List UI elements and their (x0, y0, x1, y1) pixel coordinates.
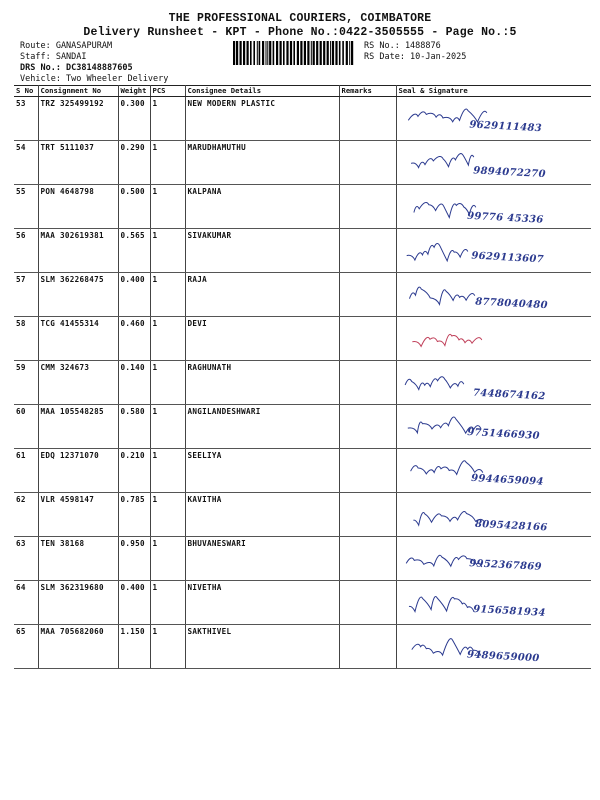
consignment-number: TRZ 325499192 (38, 97, 118, 141)
consignment-number: VLR 4598147 (38, 493, 118, 537)
barcode-bar (300, 41, 302, 65)
table-row (14, 581, 591, 625)
serial-number: 64 (14, 581, 38, 625)
table-row (14, 97, 591, 141)
serial-number: 60 (14, 405, 38, 449)
drs-number: DRS No.: DC38148887605 (20, 63, 133, 73)
consignment-number: TCG 41455314 (38, 317, 118, 361)
barcode-bar (313, 41, 315, 65)
consignee-name: NEW MODERN PLASTIC (185, 97, 339, 141)
weight-value: 0.500 (118, 185, 150, 229)
signature-cell (396, 537, 591, 581)
serial-number: 53 (14, 97, 38, 141)
signature-cell (396, 229, 591, 273)
barcode-bar (342, 41, 344, 65)
pieces-count: 1 (150, 229, 185, 273)
col-signature: Seal & Signature (396, 86, 591, 97)
handwritten-signature (397, 97, 592, 138)
consignment-number: TRT 5111037 (38, 141, 118, 185)
table-row (14, 185, 591, 229)
barcode-bar (297, 41, 299, 65)
serial-number: 55 (14, 185, 38, 229)
handwritten-signature (397, 581, 592, 622)
consignment-number: MAA 302619381 (38, 229, 118, 273)
handwritten-signature (397, 493, 592, 534)
table-row (14, 449, 591, 493)
consignee-name: RAGHUNATH (185, 361, 339, 405)
signature-cell (396, 493, 591, 537)
signature-cell (396, 185, 591, 229)
remarks-cell (339, 185, 396, 229)
barcode-bar (290, 41, 292, 65)
pieces-count: 1 (150, 361, 185, 405)
signature-stroke (412, 334, 482, 346)
barcode-bar (262, 41, 264, 65)
barcode-bar (346, 41, 348, 65)
serial-number: 58 (14, 317, 38, 361)
barcode-bar (335, 41, 337, 65)
company-title: THE PROFESSIONAL COURIERS, COIMBATORE (168, 12, 432, 25)
handwritten-phone: 9629113607 (470, 250, 544, 266)
signature-stroke (409, 287, 474, 304)
weight-value: 0.580 (118, 405, 150, 449)
signature-stroke (409, 596, 474, 611)
remarks-cell (339, 273, 396, 317)
barcode-bar (243, 41, 245, 65)
signature-cell (396, 449, 591, 493)
handwritten-signature (397, 537, 592, 578)
col-consignment: Consignment No (38, 86, 118, 97)
consignee-name: MARUDHAMUTHU (185, 141, 339, 185)
consignment-number: SLM 362268475 (38, 273, 118, 317)
barcode-bar (351, 41, 353, 65)
staff-label: Staff: SANDAI (20, 52, 87, 62)
pieces-count: 1 (150, 141, 185, 185)
pieces-count: 1 (150, 625, 185, 669)
handwritten-phone: 9894072270 (472, 165, 546, 181)
col-remarks: Remarks (339, 86, 396, 97)
remarks-cell (339, 625, 396, 669)
table-row (14, 317, 591, 361)
serial-number: 62 (14, 493, 38, 537)
pieces-count: 1 (150, 97, 185, 141)
table-header-row (14, 86, 591, 97)
barcode-bar (273, 41, 275, 65)
consignment-number: MAA 705682060 (38, 625, 118, 669)
serial-number: 54 (14, 141, 38, 185)
weight-value: 0.400 (118, 273, 150, 317)
handwritten-phone: 7448674162 (472, 387, 546, 402)
consignee-name: KALPANA (185, 185, 339, 229)
remarks-cell (339, 361, 396, 405)
remarks-cell (339, 405, 396, 449)
barcode-bar (269, 41, 271, 65)
signature-cell (396, 405, 591, 449)
serial-number: 61 (14, 449, 38, 493)
rs-date: RS Date: 10-Jan-2025 (364, 52, 467, 62)
pieces-count: 1 (150, 185, 185, 229)
consignee-name: DEVI (185, 317, 339, 361)
table-row (14, 625, 591, 669)
remarks-cell (339, 581, 396, 625)
weight-value: 0.290 (118, 141, 150, 185)
handwritten-signature (397, 317, 592, 358)
handwritten-signature (397, 185, 592, 226)
consignee-name: RAJA (185, 273, 339, 317)
signature-cell (396, 317, 591, 361)
serial-number: 56 (14, 229, 38, 273)
barcode-bar (250, 41, 252, 65)
handwritten-phone: 8778040480 (474, 296, 548, 312)
remarks-cell (339, 317, 396, 361)
weight-value: 0.785 (118, 493, 150, 537)
barcode-bar (286, 41, 288, 65)
barcode-bar (307, 41, 309, 65)
weight-value: 1.150 (118, 625, 150, 669)
barcode-bar (293, 41, 295, 65)
barcode-bar (283, 41, 285, 65)
weight-value: 0.950 (118, 537, 150, 581)
table-row (14, 405, 591, 449)
consignee-name: SIVAKUMAR (185, 229, 339, 273)
barcode-bar (253, 41, 255, 65)
consignment-number: TEN 38168 (38, 537, 118, 581)
weight-value: 0.210 (118, 449, 150, 493)
pieces-count: 1 (150, 273, 185, 317)
table-row (14, 141, 591, 185)
weight-value: 0.565 (118, 229, 150, 273)
barcode-bar (240, 41, 242, 65)
signature-stroke (405, 377, 464, 390)
barcode-bar (267, 41, 268, 65)
barcode-bar (339, 41, 341, 65)
barcode-bar (327, 41, 329, 65)
consignee-name: SAKTHIVEL (185, 625, 339, 669)
remarks-cell (339, 493, 396, 537)
barcode-bar (259, 41, 261, 65)
signature-cell (396, 273, 591, 317)
table-row (14, 229, 591, 273)
vehicle-label: Vehicle: Two Wheeler Delivery (20, 74, 169, 84)
runsheet-table (14, 85, 591, 669)
pieces-count: 1 (150, 449, 185, 493)
handwritten-signature (397, 625, 592, 666)
signature-cell (396, 625, 591, 669)
consignment-number: CMM 324673 (38, 361, 118, 405)
weight-value: 0.140 (118, 361, 150, 405)
barcode-bar (247, 41, 249, 65)
signature-cell (396, 97, 591, 141)
consignee-name: BHUVANESWARI (185, 537, 339, 581)
remarks-cell (339, 537, 396, 581)
handwritten-phone: 9489659000 (466, 649, 540, 665)
consignment-number: SLM 362319680 (38, 581, 118, 625)
handwritten-signature (397, 273, 592, 314)
weight-value: 0.400 (118, 581, 150, 625)
route-label: Route: GANASAPURAM (20, 41, 113, 51)
barcode-bar (266, 41, 267, 65)
barcode-image (232, 41, 354, 65)
pieces-count: 1 (150, 317, 185, 361)
barcode-bar (276, 41, 278, 65)
handwritten-phone: 99776 45336 (466, 210, 544, 226)
consignee-name: KAVITHA (185, 493, 339, 537)
barcode-bar (280, 41, 282, 65)
signature-stroke (406, 244, 467, 261)
consignment-number: EDQ 12371070 (38, 449, 118, 493)
handwritten-signature (397, 405, 592, 446)
col-sno: S No (14, 86, 38, 97)
remarks-cell (339, 449, 396, 493)
signature-cell (396, 141, 591, 185)
handwritten-phone: 9156581934 (472, 604, 546, 619)
weight-value: 0.300 (118, 97, 150, 141)
col-weight: Weight (118, 86, 150, 97)
barcode-bar (320, 41, 322, 65)
handwritten-signature (397, 141, 592, 182)
handwritten-phone: 8095428166 (474, 518, 548, 534)
weight-value: 0.460 (118, 317, 150, 361)
handwritten-signature (397, 361, 592, 402)
consignee-name: NIVETHA (185, 581, 339, 625)
consignment-number: MAA 105548285 (38, 405, 118, 449)
barcode-bar (330, 41, 331, 65)
remarks-cell (339, 141, 396, 185)
handwritten-signature (397, 449, 592, 490)
pieces-count: 1 (150, 493, 185, 537)
barcode-bar (349, 41, 350, 65)
barcode-bar (236, 41, 238, 65)
consignment-number: PON 4648798 (38, 185, 118, 229)
barcode-bar (257, 41, 258, 65)
consignee-name: SEELIYA (185, 449, 339, 493)
handwritten-phone: 9751466930 (466, 427, 540, 442)
table-row (14, 361, 591, 405)
rs-number: RS No.: 1488876 (364, 41, 441, 51)
serial-number: 59 (14, 361, 38, 405)
pieces-count: 1 (150, 581, 185, 625)
remarks-cell (339, 97, 396, 141)
remarks-cell (339, 229, 396, 273)
signature-cell (396, 581, 591, 625)
barcode-bar (316, 41, 318, 65)
handwritten-phone: 9952367869 (468, 558, 542, 573)
serial-number: 57 (14, 273, 38, 317)
barcode-bar (311, 41, 312, 65)
signature-stroke (411, 154, 474, 168)
pieces-count: 1 (150, 405, 185, 449)
table-row (14, 493, 591, 537)
col-consignee: Consignee Details (185, 86, 339, 97)
serial-number: 63 (14, 537, 38, 581)
runsheet-title: Delivery Runsheet - KPT - Phone No.:0422-3505555 - Page No.:5 (83, 26, 517, 39)
barcode-bar (332, 41, 334, 65)
table-row (14, 273, 591, 317)
serial-number: 65 (14, 625, 38, 669)
handwritten-signature (397, 229, 592, 270)
table-row (14, 537, 591, 581)
barcode-bar (304, 41, 306, 65)
barcode-bar (233, 41, 235, 65)
col-pcs: PCS (150, 86, 185, 97)
handwritten-phone: 9629111483 (468, 119, 542, 135)
signature-cell (396, 361, 591, 405)
barcode-bar (323, 41, 325, 65)
pieces-count: 1 (150, 537, 185, 581)
consignee-name: ANGILANDESHWARI (185, 405, 339, 449)
handwritten-phone: 9944659094 (470, 472, 544, 488)
